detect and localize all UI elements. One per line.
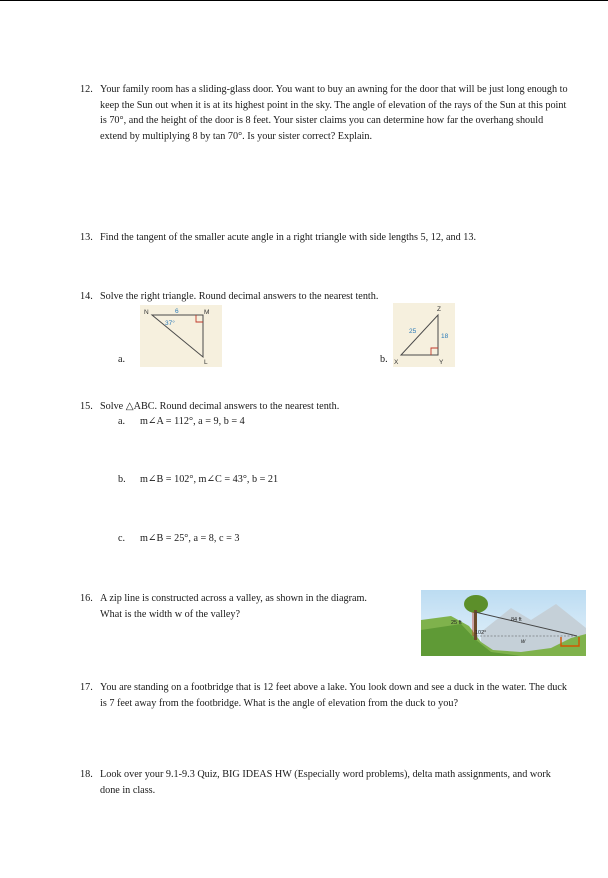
angle-label: 102°: [475, 630, 487, 636]
question-number: 17.: [80, 682, 93, 693]
question-text: [100, 591, 400, 622]
question-number: 18.: [80, 769, 93, 780]
figure-background: [140, 305, 222, 367]
question-number: 14.: [80, 291, 93, 302]
side-right-label: 18: [441, 333, 449, 340]
q14-part-a-label: a.: [118, 354, 126, 365]
question-text-line-1: A zip line is constructed across a valley, as shown in the diagram.: [100, 593, 367, 604]
hypotenuse-label: 25: [409, 328, 417, 335]
page-top-border: [0, 0, 608, 1]
question-text: Your family room has a sliding-glass door. You want to buy an awning for the door that will be just long enough to keep the Sun out when it is at its highest point in the sky. The angle of elevation of the rays of the Sun at this point is 70°, and the height of the door is 8 feet. Your sister claims you can determine how far the overhang should extend by multiplying 8 by tan 70°. Is your sister correct? Explain.: [100, 84, 568, 142]
vertex-y-label: Y: [439, 359, 444, 366]
question-number: 12.: [80, 84, 93, 95]
height-label: 25 ft: [451, 620, 462, 626]
zip-line-diagram: [421, 590, 586, 656]
question-text-line-2: What is the width w of the valley?: [100, 608, 241, 620]
q15-part-b-text: m∠B = 102°, m∠C = 43°, b = 21: [140, 474, 279, 485]
question-number: 16.: [80, 593, 93, 604]
question-number: 13.: [80, 232, 93, 243]
vertex-z-label: Z: [437, 306, 441, 313]
question-text: Solve △ABC. Round decimal answers to the nearest tenth.: [100, 401, 340, 412]
vertex-x-label: X: [394, 359, 399, 366]
triangle-nml-figure: [140, 305, 222, 367]
vertex-m-label: M: [204, 309, 210, 316]
q15-part-a-text: m∠A = 112°, a = 9, b = 4: [140, 416, 245, 427]
triangle-xyz-figure: [393, 303, 455, 367]
side-top-label: 6: [175, 308, 179, 315]
zip-length-label: 84 ft: [511, 617, 522, 623]
width-label: w: [521, 639, 526, 645]
q14-part-b-label: b.: [380, 354, 388, 365]
q15-part-a-label: a.: [118, 416, 126, 427]
question-text: You are standing on a footbridge that is 12 feet above a lake. You look down and see a duck in the water. The duck is 7 feet away from the footbridge. What is the angle of elevation from the duck to you?: [100, 682, 568, 709]
q15-part-b-label: b.: [118, 474, 126, 485]
q15-part-c-text: m∠B = 25°, a = 8, c = 3: [140, 533, 240, 544]
question-text: Solve the right triangle. Round decimal answers to the nearest tenth.: [100, 291, 379, 302]
q15-part-c-label: c.: [118, 533, 126, 544]
question-text: Look over your 9.1-9.3 Quiz, BIG IDEAS HW (Especially word problems), delta math assignments, and work done in class.: [100, 769, 551, 796]
question-text: Find the tangent of the smaller acute angle in a right triangle with side lengths 5, 12, and 13.: [100, 232, 476, 243]
vertex-l-label: L: [204, 359, 208, 366]
angle-label: 37°: [165, 320, 175, 327]
question-number: 15.: [80, 401, 93, 412]
vertex-n-label: N: [144, 309, 149, 316]
